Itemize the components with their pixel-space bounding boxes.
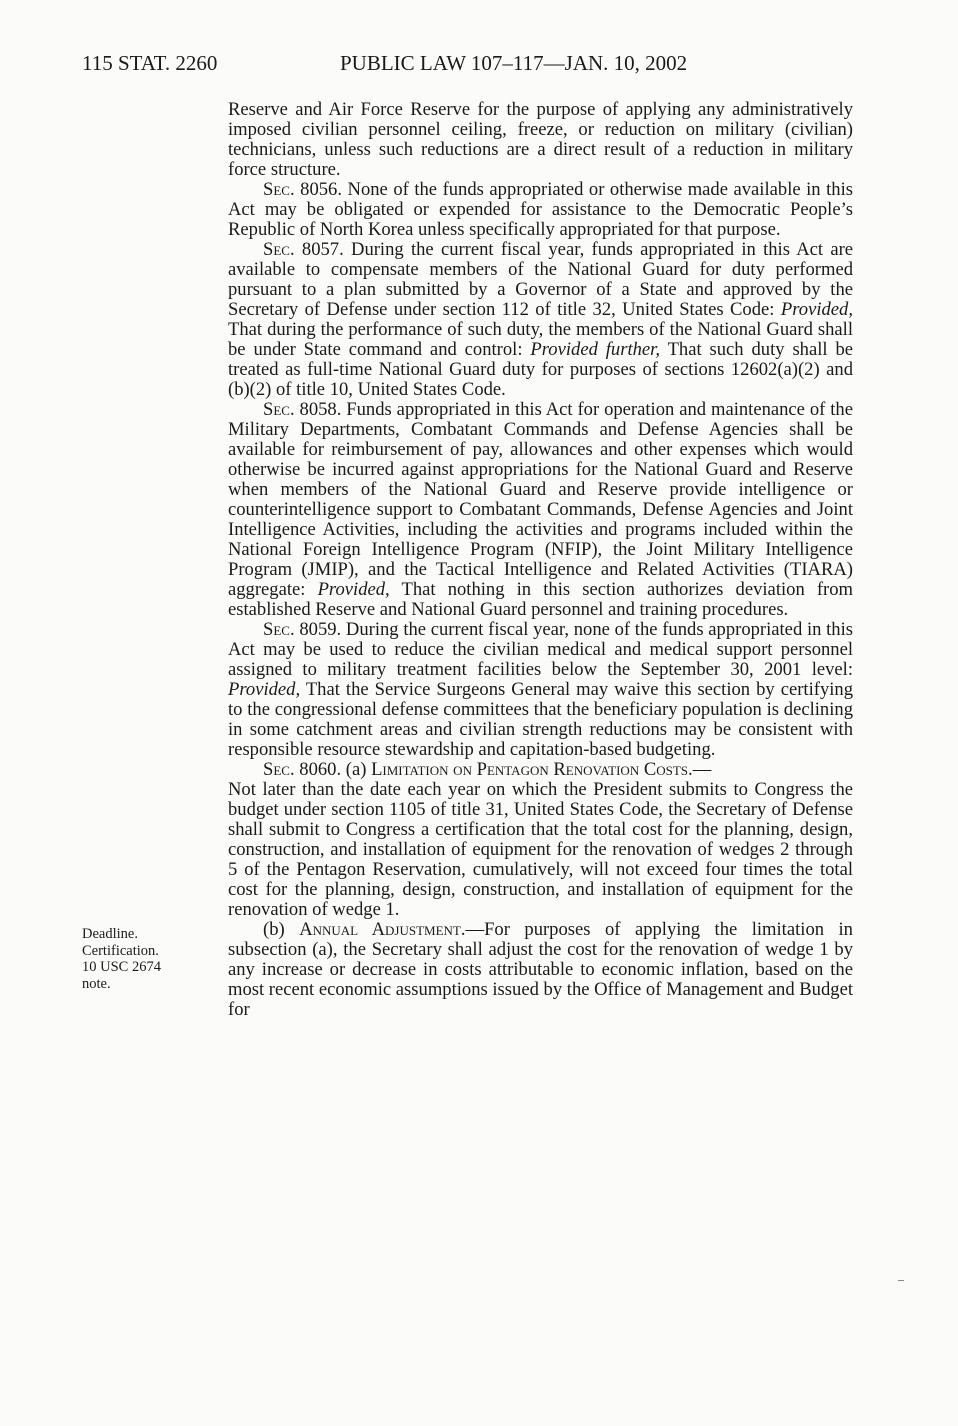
section-text: None of the funds appropriated or otherwise made available in this Act may be obligated or expended for assistance to the Democratic People’s Republic of North Korea unless specifically appropriated for that purpose. [228,179,853,240]
section-label: Sec. [263,239,295,260]
section-number: 8059. [299,619,342,640]
margin-note [82,926,197,992]
section-text: That nothing in this section authorizes deviation from established Reserve and National Guard personnel and training procedures. [228,579,854,620]
section-8060-a [228,760,853,920]
running-header [82,50,882,80]
subsection-marker: (b) [263,919,285,940]
margin-note-line: note. [82,975,111,992]
public-law-reference: PUBLIC LAW 107–117—JAN. 10, 2002 [340,51,688,75]
margin-note-line: Deadline. [82,926,138,942]
subsection-marker: (a) [345,759,367,780]
body-text [228,100,853,1020]
section-text: During the current fiscal year, none of the funds appropriated in this Act may be used to reduce the civilian medical and medical support personnel assigned to military treatment facilities below the September 30, 2001 level: [228,619,854,680]
subsection-heading: Annual Adjustment. [299,919,466,940]
margin-note-line: Certification. [82,942,159,959]
section-label: Sec. [263,399,295,420]
section-text: Not later than the date each year on which the President submits to Congress the budget under section 1105 of title 31, United States Code, the Secretary of Defense shall submit to Congress a certification that the total cost for the planning, design, construction, and installation of equipment for the renovation of wedges 2 through 5 of the Pentagon Reservation, cumulatively, will not exceed four times the total cost for the planning, design, construction, and installation of equipment for the renovation of wedge 1. [228,779,853,920]
proviso-term: Provided, [228,679,301,700]
continuation-paragraph: Reserve and Air Force Reserve for the purpose of applying any administratively imposed civilian personnel ceiling, freeze, or reduction on military (civilian) technicians, unless such reductions are a direct result of a reduction in military force structure. [228,99,853,180]
section-text: That during the performance of such duty, the members of the National Guard shall be under State command and control: [228,319,853,360]
section-label: Sec. [263,619,295,640]
statute-page-reference: 115 STAT. 2260 [82,51,218,75]
section-text: That such duty shall be treated as full-time National Guard duty for purposes of sections 12602(a)(2) and (b)(2) of title 10, United States Code. [228,339,853,400]
section-text: During the current fiscal year, funds appropriated in this Act are available to compensate members of the National Guard for duty performed pursuant to a plan submitted by a Governor of a State and approved by the Secretary of Defense under section 112 of title 32, United States Code: [228,239,854,320]
scan-artifact-mark [898,1280,904,1281]
section-number: 8058. [299,399,342,420]
proviso-term: Provided further, [530,339,660,360]
section-8060-b [228,920,853,1020]
section-8059 [228,620,853,760]
section-number: 8057. [301,239,344,260]
proviso-term: Provided, [780,299,853,320]
section-text: —For purposes of applying the limitation in subsection (a), the Secretary shall adjust the cost for the renovation of wedge 1 by any increase or decrease in costs attributable to economic inflation, based on the most recent economic assumptions issued by the Office of Management and Budget for [228,919,853,1020]
section-text: That the Service Surgeons General may waive this section by certifying to the congressional defense committees that the beneficiary population is declining in some catchment areas and civilian strength reductions may be consistent with responsible resource stewardship and capitation-based budgeting. [228,679,854,760]
margin-note-line: 10 USC 2674 [82,959,161,975]
section-8057 [228,240,853,400]
section-number: 8060. [299,759,342,780]
proviso-term: Provided, [317,579,390,600]
section-8058 [228,400,853,620]
section-label: Sec. [263,759,295,780]
section-8056 [228,180,853,240]
section-label: Sec. [263,179,295,200]
section-number: 8056. [300,179,342,200]
section-text: Funds appropriated in this Act for operation and maintenance of the Military Departments, Combatant Commands and Defense Agencies shall be available for reimbursement of pay, allowances and other expenses which would otherwise be incurred against appropriations for the National Guard and Reserve when members of the National Guard and Reserve provide intelligence or counterintelligence support to Combatant Commands, Defense Agencies and Joint Intelligence Activities, including the activities and programs included within the National Foreign Intelligence Program (NFIP), the Joint Military Intelligence Program (JMIP), and the Tactical Intelligence and Related Activities (TIARA) aggregate: [228,399,853,600]
subsection-heading: Limitation on Pentagon Renovation Costs.— [371,759,712,780]
